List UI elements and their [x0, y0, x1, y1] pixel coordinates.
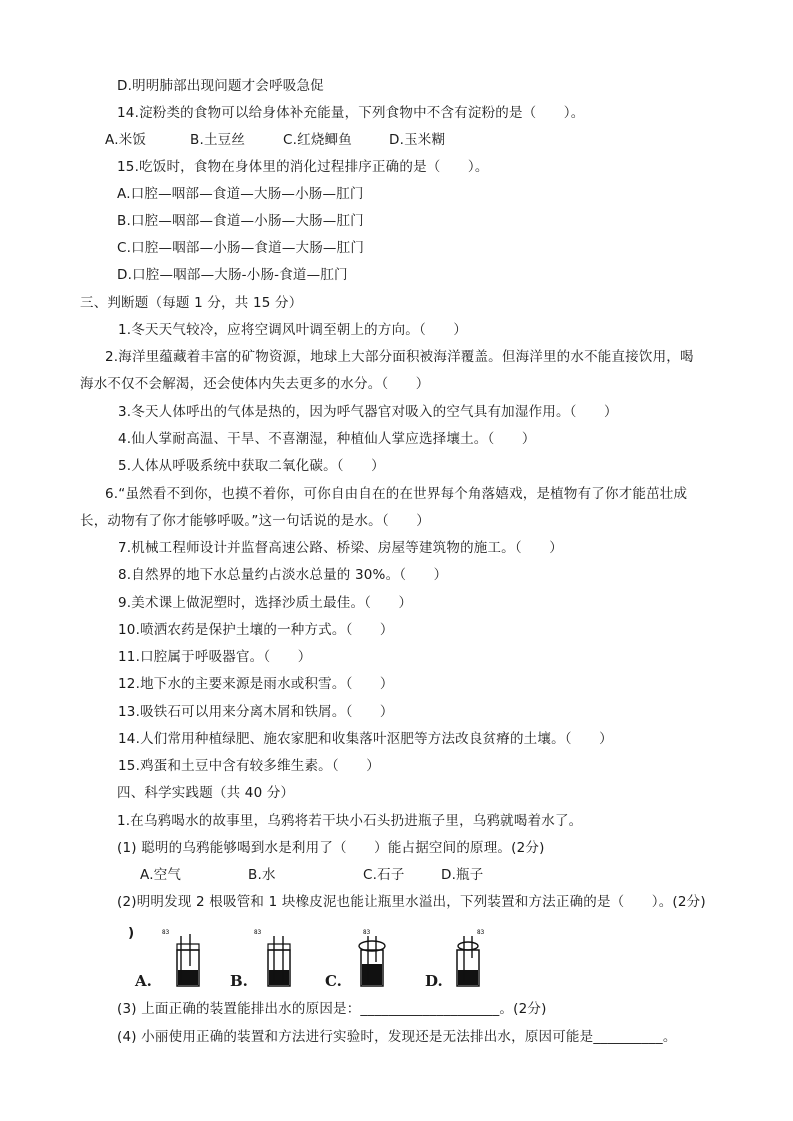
q14-options	[105, 131, 445, 149]
judge-item-6-line1: 6.“虽然看不到你，也摸不着你，可你自由自在的在世界每个角落嬉戏，是植物有了你才能茁壮成	[105, 486, 688, 502]
svg-text:83: 83	[254, 929, 262, 936]
figure-label-c: C.	[325, 972, 342, 990]
judge-item-1: 1.冬天天气较冷，应将空调风叶调至朝上的方向。（ ）	[118, 322, 468, 338]
q14-option-a: A.米饭	[105, 132, 147, 148]
figure-label-b: B.	[230, 972, 248, 990]
q14-option-b: B.土豆丝	[190, 132, 246, 148]
judge-item-12: 12.地下水的主要来源是雨水或积雪。（ ）	[118, 676, 394, 692]
svg-text:83: 83	[477, 929, 485, 936]
q14-option-d: D.玉米糊	[389, 132, 446, 148]
practice-q1-options	[140, 866, 484, 884]
apparatus-b	[230, 926, 320, 992]
practice-option-d: D.瓶子	[441, 867, 484, 883]
q14-option-c: C.红烧鲫鱼	[283, 132, 352, 148]
practice-option-b: B.水	[248, 867, 276, 883]
apparatus-c	[325, 926, 415, 992]
svg-text:83: 83	[162, 929, 170, 936]
q15-option-b: B.口腔—咽部—食道—小肠—大肠—肛门	[117, 213, 364, 229]
judge-item-2-line1: 2.海洋里蕴藏着丰富的矿物资源，地球上大部分面积被海洋覆盖。但海洋里的水不能直接饮用，喝	[105, 349, 694, 365]
section-3-heading: 三、判断题（每题 1 分，共 15 分）	[80, 295, 303, 311]
judge-item-15: 15.鸡蛋和土豆中含有较多维生素。（ ）	[118, 758, 380, 774]
practice-q1-stem: 1.在乌鸦喝水的故事里，乌鸦将若干块小石头扔进瓶子里，乌鸦就喝着水了。	[117, 813, 583, 829]
judge-item-4: 4.仙人掌耐高温、干旱、不喜潮湿，种植仙人掌应选择壤土。（ ）	[118, 431, 536, 447]
judge-item-11: 11.口腔属于呼吸器官。（ ）	[118, 649, 312, 665]
judge-item-6-line2: 长，动物有了你才能够呼吸。”这一句话说的是水。（ ）	[80, 513, 430, 529]
judge-item-5: 5.人体从呼吸系统中获取二氧化碳。（ ）	[118, 458, 385, 474]
bottle-apparatus-figure	[120, 926, 520, 992]
q14-question: 14.淀粉类的食物可以给身体补充能量，下列食物中不含有淀粉的是（ ）。	[117, 105, 585, 121]
judge-item-7: 7.机械工程师设计并监督高速公路、桥梁、房屋等建筑物的施工。（ ）	[118, 540, 563, 556]
judge-item-9: 9.美术课上做泥塑时，选择沙质土最佳。（ ）	[118, 595, 413, 611]
practice-q1-part1: (1) 聪明的乌鸦能够喝到水是利用了（ ）能占据空间的原理。(2分)	[117, 840, 545, 856]
figure-label-a: A.	[135, 972, 152, 990]
q13-option-d: D.明明肺部出现问题才会呼吸急促	[117, 78, 324, 94]
practice-option-c: C.石子	[363, 867, 405, 883]
judge-item-14: 14.人们常用种植绿肥、施农家肥和收集落叶沤肥等方法改良贫瘠的土壤。（ ）	[118, 731, 613, 747]
figure-label-d: D.	[425, 972, 443, 990]
judge-item-2-line2: 海水不仅不会解渴，还会使体内失去更多的水分。（ ）	[80, 376, 430, 392]
q15-option-c: C.口腔—咽部—小肠—食道—大肠—肛门	[117, 240, 365, 256]
apparatus-d	[425, 926, 515, 992]
apparatus-a	[135, 926, 225, 992]
q15-question: 15.吃饭时，食物在身体里的消化过程排序正确的是（ ）。	[117, 159, 489, 175]
practice-option-a: A.空气	[140, 867, 182, 883]
practice-q1-part3: (3) 上面正确的装置能排出水的原因是：____________________。(2分)	[117, 1001, 547, 1017]
judge-item-8: 8.自然界的地下水总量约占淡水总量的 30%。（ ）	[118, 567, 448, 583]
practice-q1-part4: (4) 小丽使用正确的装置和方法进行实验时，发现还是无法排出水，原因可能是__________。	[117, 1029, 677, 1045]
q15-option-d: D.口腔—咽部—大肠-小肠-食道—肛门	[117, 267, 348, 283]
svg-text:83: 83	[363, 929, 371, 936]
section-4-heading: 四、科学实践题（共 40 分）	[117, 785, 295, 801]
judge-item-3: 3.冬天人体呼出的气体是热的，因为呼气器官对吸入的空气具有加湿作用。（ ）	[118, 404, 618, 420]
practice-q1-part2: (2)明明发现 2 根吸管和 1 块橡皮泥也能让瓶里水溢出，下列装置和方法正确的是（ ）。(2分)	[117, 894, 706, 910]
judge-item-10: 10.喷洒农药是保护土壤的一种方式。（ ）	[118, 622, 394, 638]
judge-item-13: 13.吸铁石可以用来分离木屑和铁屑。（ ）	[118, 704, 394, 720]
stray-paren: )	[128, 925, 135, 941]
q15-option-a: A.口腔—咽部—食道—大肠—小肠—肛门	[117, 186, 364, 202]
